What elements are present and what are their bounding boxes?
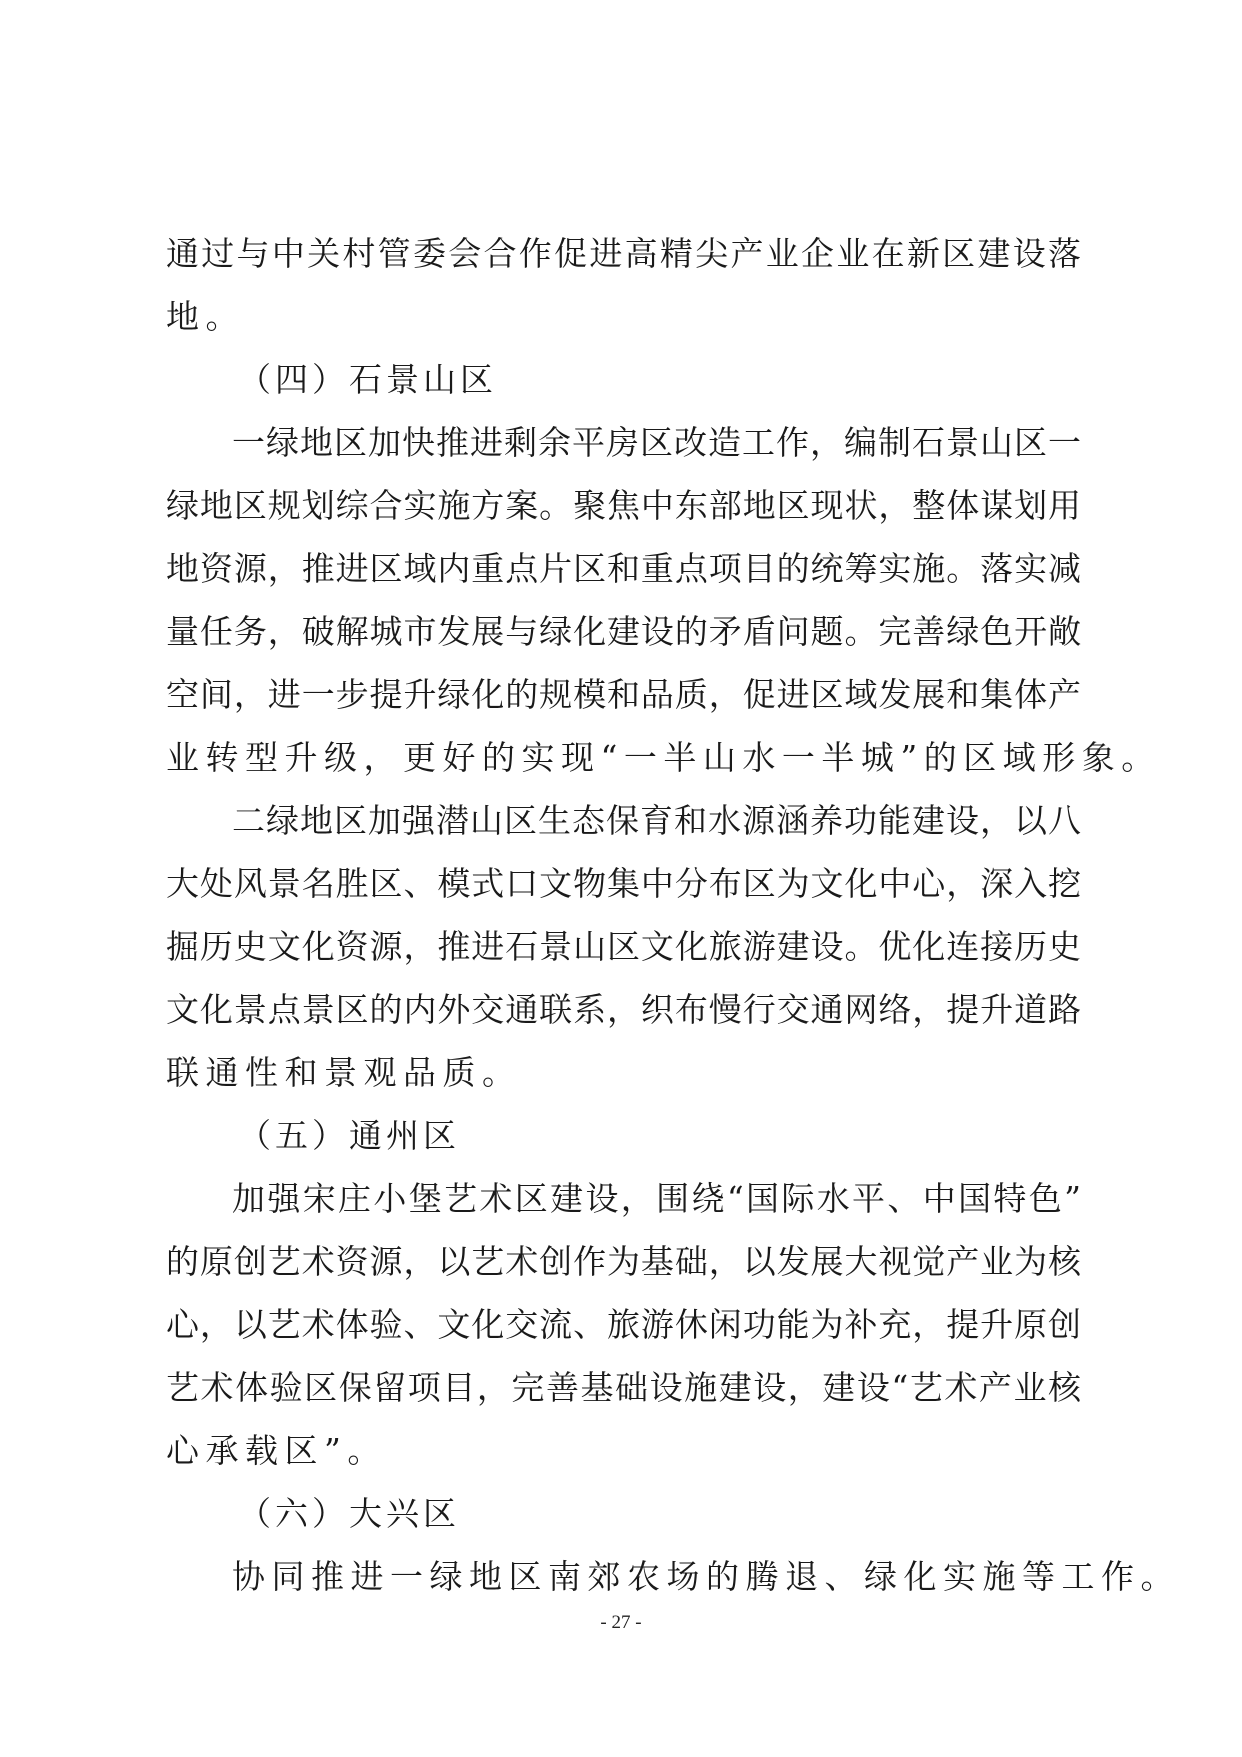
body-text-line: 一绿地区加快推进剩余平房区改造工作，编制石景山区一 [232,423,1081,462]
body-text-line: 心承载区”。 [166,1431,387,1470]
body-text-line: 联通性和景观品质。 [166,1053,522,1092]
section-heading: （五）通州区 [238,1116,460,1155]
body-text-line: 地资源，推进区域内重点片区和重点项目的统筹实施。落实减 [166,549,1081,588]
body-text-line: 文化景点景区的内外交通联系，织布慢行交通网络，提升道路 [166,990,1081,1029]
body-text-line: 绿地区规划综合实施方案。聚焦中东部地区现状，整体谋划用 [166,486,1081,525]
document-body [166,222,1180,1608]
body-text-line: 量任务，破解城市发展与绿化建设的矛盾问题。完善绿色开敞 [166,612,1081,651]
body-text-line: 地。 [166,297,245,336]
section-heading: （四）石景山区 [238,360,497,399]
body-text-line: 通过与中关村管委会合作促进高精尖产业企业在新区建设落 [166,234,1081,273]
section-heading: （六）大兴区 [238,1494,460,1533]
body-text-line: 空间，进一步提升绿化的规模和品质，促进区域发展和集体产 [166,675,1081,714]
body-text-line: 协同推进一绿地区南郊农场的腾退、绿化实施等工作。 [232,1557,1180,1596]
body-text-line: 二绿地区加强潜山区生态保育和水源涵养功能建设，以八 [232,801,1081,840]
body-text-line: 加强宋庄小堡艺术区建设，围绕“国际水平、中国特色” [232,1179,1081,1218]
body-text-line: 心，以艺术体验、文化交流、旅游休闲功能为补充，提升原创 [166,1305,1081,1344]
body-text-line: 大处风景名胜区、模式口文物集中分布区为文化中心，深入挖 [166,864,1081,903]
body-text-line: 的原创艺术资源，以艺术创作为基础，以发展大视觉产业为核 [166,1242,1081,1281]
body-text-line: 业转型升级，更好的实现“一半山水一半城”的区域形象。 [166,738,1161,777]
page-number: - 27 - [600,1612,642,1633]
body-text-line: 掘历史文化资源，推进石景山区文化旅游建设。优化连接历史 [166,927,1081,966]
body-text-line: 艺术体验区保留项目，完善基础设施建设，建设“艺术产业核 [166,1368,1081,1407]
